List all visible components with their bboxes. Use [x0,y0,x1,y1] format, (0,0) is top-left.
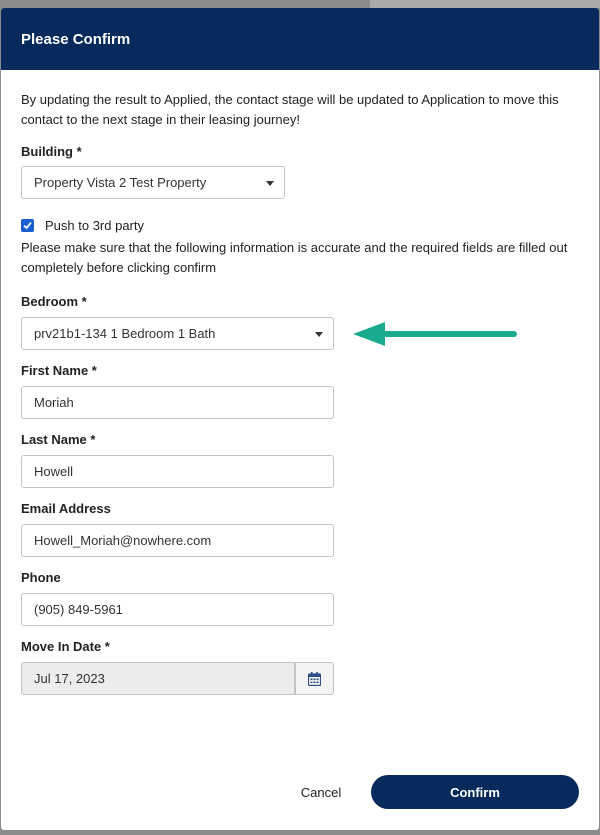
confirm-button[interactable]: Confirm [371,775,579,809]
building-label: Building * [21,144,82,159]
bedroom-select[interactable] [21,317,334,350]
email-field[interactable] [21,524,334,557]
push-note: Please make sure that the following information is accurate and the required fields are filled out completely before clicking confirm [21,240,568,275]
arrow-left-icon [351,318,521,350]
cancel-button[interactable]: Cancel [281,776,361,809]
email-value: Howell_Moriah@nowhere.com [34,533,212,548]
move-in-date-label: Move In Date * [21,639,110,654]
push-third-party-row[interactable] [21,218,144,233]
check-icon [23,221,32,230]
push-third-party-checkbox[interactable] [21,219,34,232]
move-in-date-value: Jul 17, 2023 [34,671,105,686]
bedroom-select-value: prv21b1-134 1 Bedroom 1 Bath [34,326,216,341]
first-name-value: Moriah [34,395,74,410]
phone-field[interactable] [21,593,334,626]
backdrop [370,0,600,8]
intro-text: By updating the result to Applied, the contact stage will be updated to Application to move this contact to the next stage in their leasing journey! [21,92,559,127]
last-name-field[interactable] [21,455,334,488]
first-name-field[interactable] [21,386,334,419]
dialog-header [1,8,599,70]
phone-value: (905) 849-5961 [34,602,123,617]
confirm-dialog [1,8,599,830]
building-select[interactable] [21,166,285,199]
calendar-button[interactable] [295,662,334,695]
calendar-icon [308,672,321,686]
dialog-title: Please Confirm [21,30,131,48]
last-name-value: Howell [34,464,74,479]
email-label: Email Address [21,501,111,516]
building-select-value: Property Vista 2 Test Property [34,175,207,190]
chevron-down-icon [315,332,323,337]
last-name-label: Last Name * [21,432,96,447]
phone-label: Phone [21,570,61,585]
bedroom-label: Bedroom * [21,294,87,309]
push-third-party-label: Push to 3rd party [45,218,144,233]
chevron-down-icon [266,181,274,186]
move-in-date-field [21,662,295,695]
first-name-label: First Name * [21,363,97,378]
